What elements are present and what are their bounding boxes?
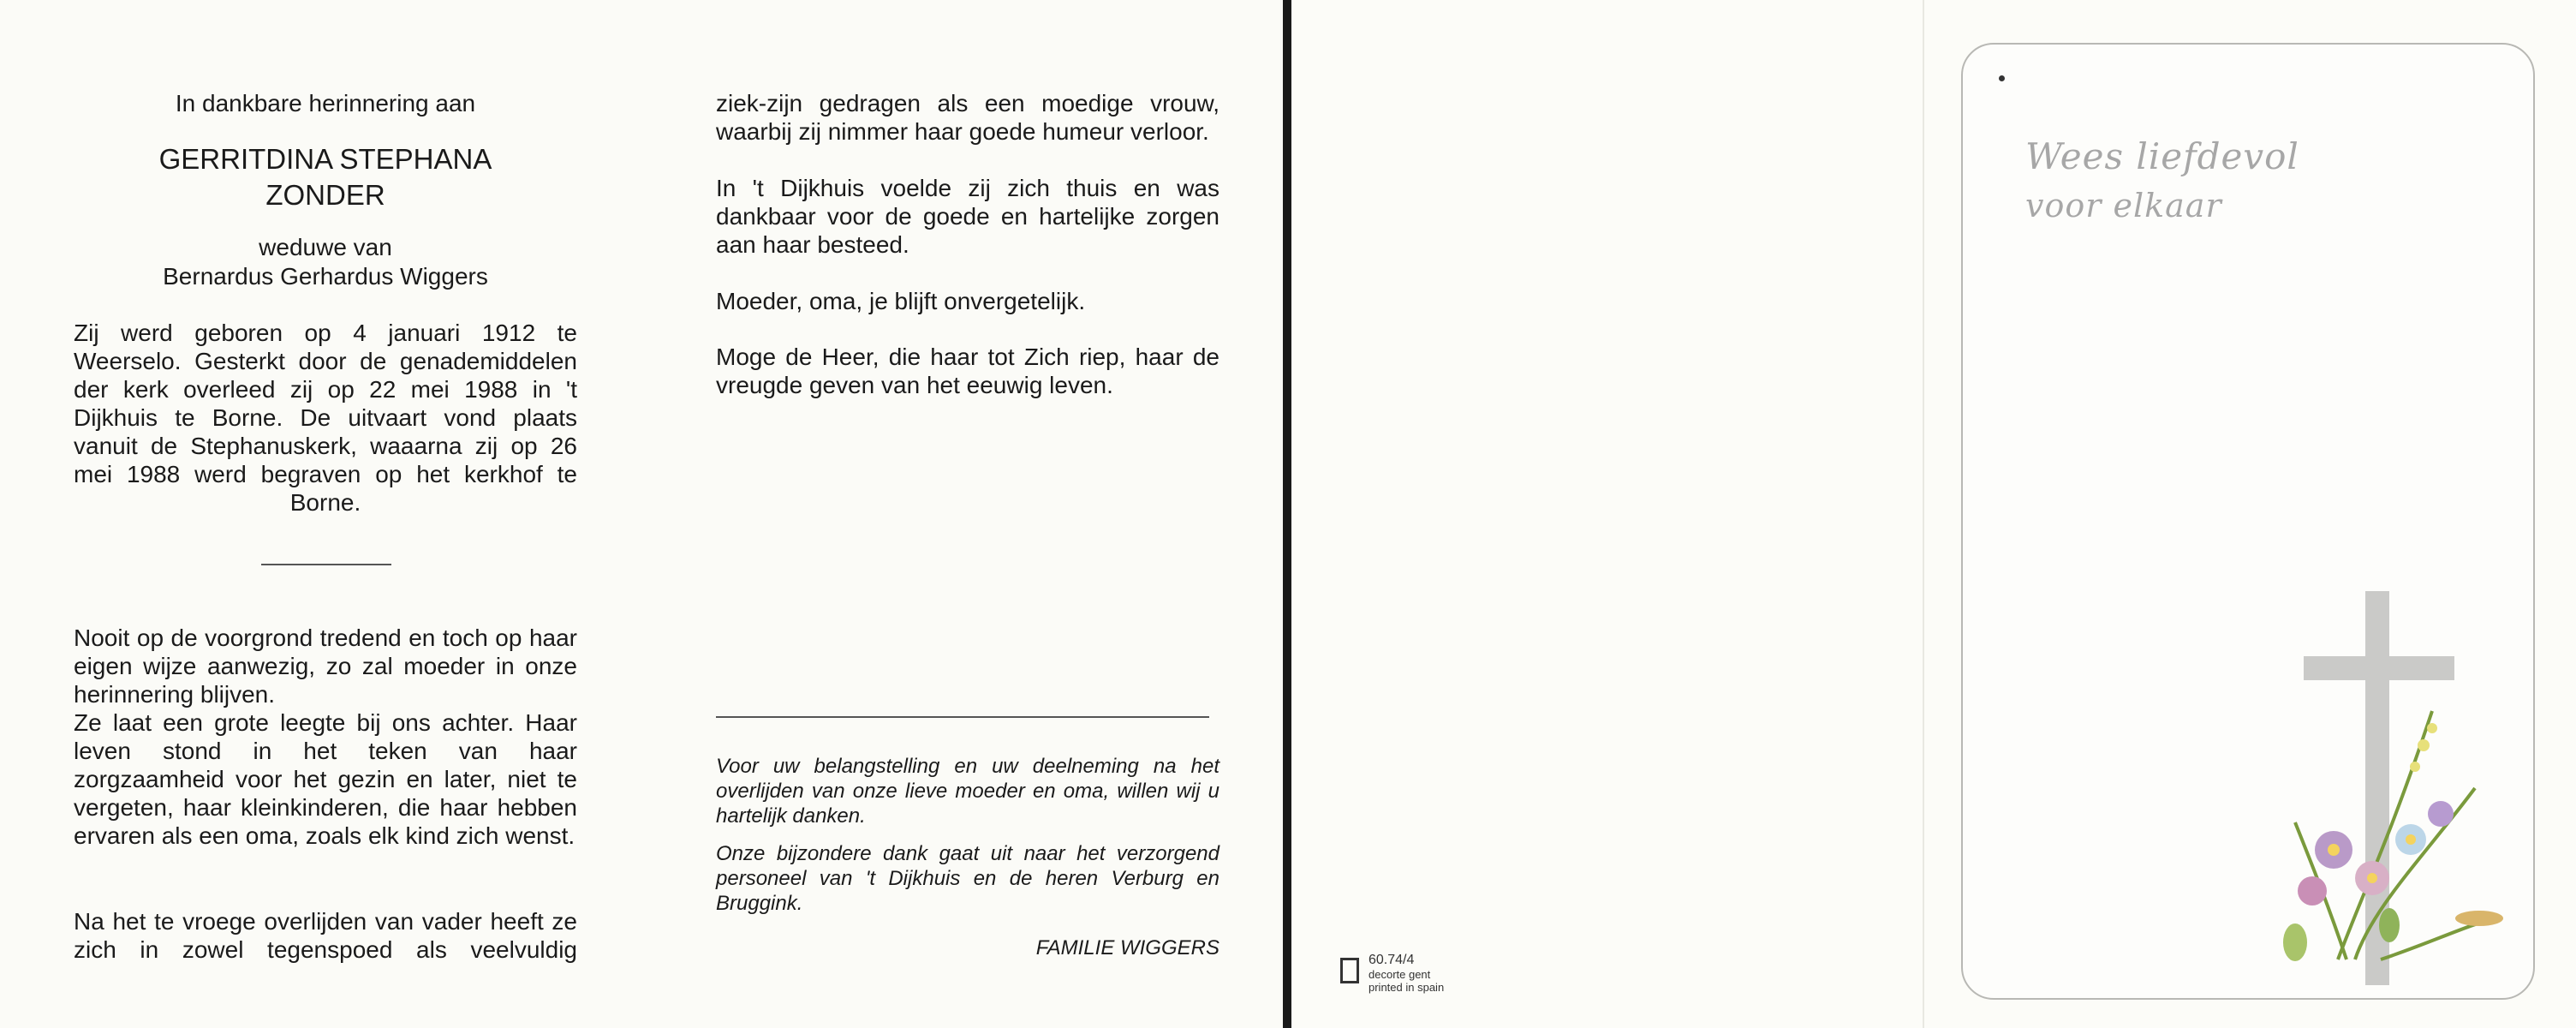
thanks-paragraph: Voor uw belangstelling en uw deelneming na het overlijden van onze lieve moeder en oma, willen wij u hartelijk danken. [716, 755, 1219, 828]
family-signature: FAMILIE WIGGERS [1035, 936, 1219, 959]
staff-thanks-paragraph: Onze bijzondere dank gaat uit naar het verzorgend personeel van 't Dijkhuis en de heren Verburg en Bruggink. [716, 842, 1219, 915]
bio-paragraph: Zij werd geboren op 4 januari 1912 te Weerselo. Gesterkt door de genademiddelen der kerk overleed zij op 22 mei 1988 in 't Dijkhuis te Borne. De uitvaart vond plaats vanuit de Stephanuskerk, waaarna zij op 26 mei 1988 werd begraven op het kerkhof te Borne. [74, 320, 577, 516]
cross-with-flowers-icon [2261, 583, 2518, 994]
ink-dot [1999, 75, 2005, 81]
intro-text: In dankbare herinnering aan [175, 90, 476, 117]
spouse-name: Bernardus Gerhardus Wiggers [163, 263, 488, 290]
courage-paragraph: ziek-zijn gedragen als een moedige vrouw, waarbij zij nimmer haar goede humeur verloor. [716, 90, 1219, 145]
life-paragraph: Ze laat een grote leegte bij ons achter. Haar leven stond in het teken van haar zorgzaamheid voor het gezin en later, niet te vergeten, haar kleinkinderen, die haar hebben ervaren als een oma, zoals elk kind zich wenst. [74, 709, 577, 849]
care-home-paragraph: In 't Dijkhuis voelde zij zich thuis en was dankbaar voor de goede en hartelijke zorgen aan haar besteed. [716, 175, 1219, 258]
deceased-name-line2: ZONDER [265, 179, 385, 211]
prayer-paragraph: Moge de Heer, die haar tot Zich riep, haar de vreugde geven van het eeuwig leven. [716, 344, 1219, 398]
memory-paragraph: Nooit op de voorgrond tredend en toch op haar eigen wijze aanwezig, zo zal moeder in onze herinnering blijven. [74, 625, 577, 708]
inner-spread [0, 0, 1283, 1028]
imprint-country: printed in spain [1368, 981, 1445, 994]
thanks-rule [716, 716, 1209, 718]
imprint-block [1368, 953, 1444, 994]
separator-rule [261, 564, 391, 565]
illness-paragraph: Na het te vroege overlijden van vader heeft ze zich in zowel tegenspoed als veelvuldig [74, 908, 577, 963]
unforgettable-line: Moeder, oma, je blijft onvergetelijk. [716, 288, 1086, 314]
deceased-name-line1: GERRITDINA STEPHANA [158, 143, 492, 175]
printer-logo-icon [1340, 958, 1359, 983]
widow-label: weduwe van [259, 234, 392, 260]
imprint-code: 60.74/4 [1368, 953, 1415, 967]
fold-line [1923, 0, 1924, 1028]
cover-script-line2: voor elkaar [2025, 187, 2222, 224]
cover-script-line1: Wees liefdevol [2025, 135, 2299, 177]
imprint-publisher: decorte gent [1368, 968, 1431, 981]
